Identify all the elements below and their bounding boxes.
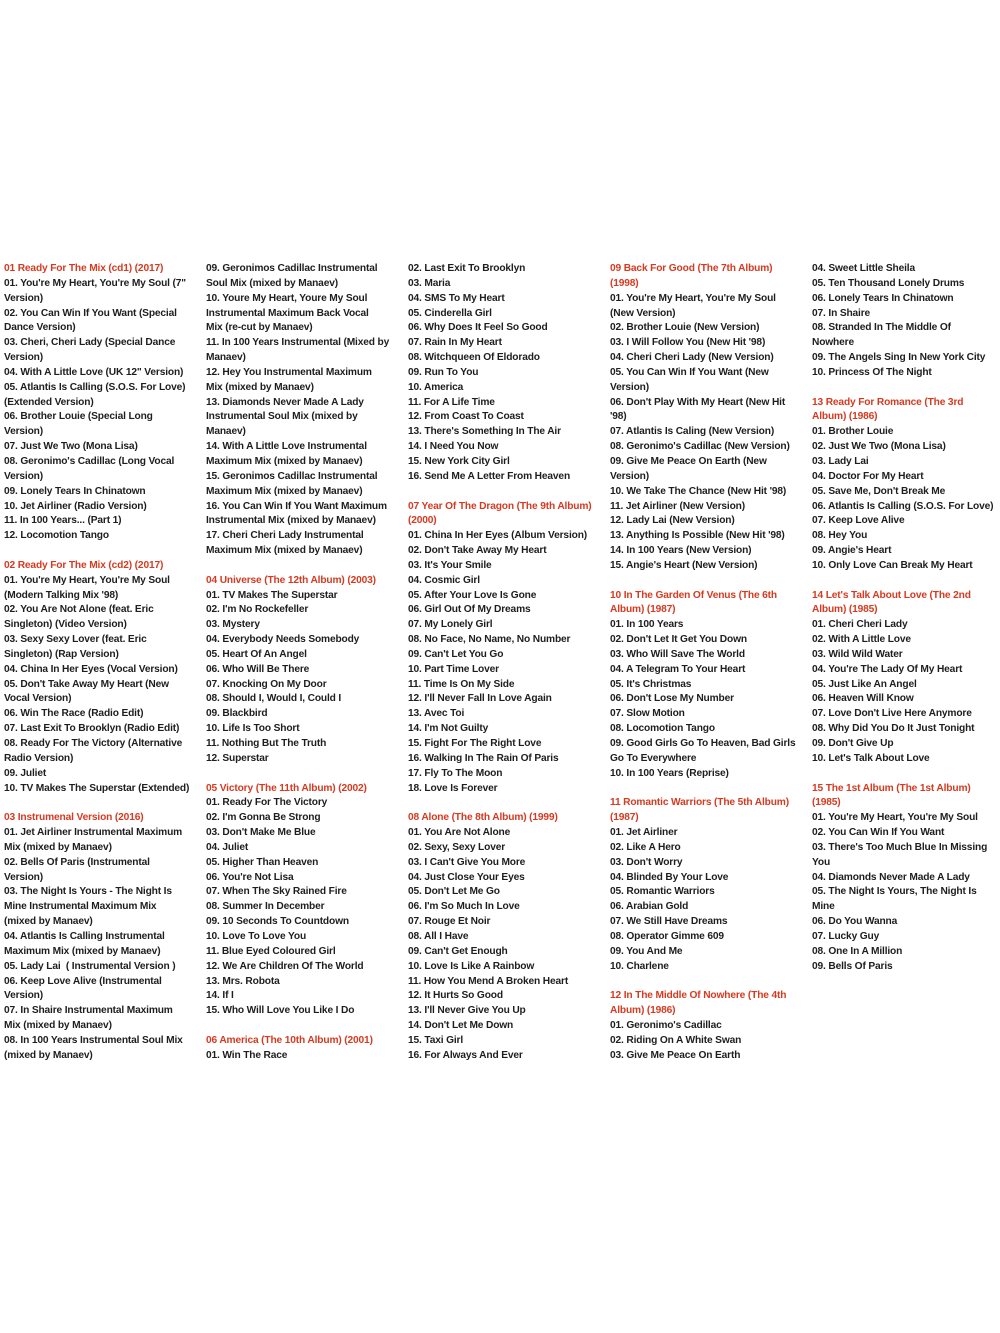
track-line: 08. Should I, Would I, Could I	[206, 693, 342, 705]
track-line: 12. Lady Lai (New Version)	[610, 515, 735, 527]
section-spacer	[4, 796, 200, 811]
track-line: 08. Ready For The Victory (Alternative	[4, 738, 183, 749]
track-line: 01. Jet Airliner	[610, 827, 678, 839]
album-heading: (1987)	[610, 812, 639, 824]
track-line: 07. Slow Motion	[610, 708, 685, 720]
track-line: 10. We Take The Chance (New Hit '98)	[610, 485, 787, 497]
track-line: 10. Charlene	[610, 960, 669, 972]
track-line: 05. Don't Let Me Go	[408, 886, 500, 898]
track-line: 07. Lucky Guy	[812, 930, 880, 942]
track-line: 12. From Coast To Coast	[408, 411, 524, 423]
track-line: 08. All I Have	[408, 930, 469, 942]
track-line: 06. Arabian Gold	[610, 901, 689, 913]
album-heading: (1998)	[610, 277, 639, 289]
track-line: 09. You And Me	[610, 945, 683, 957]
track-line: 18. Love Is Forever	[408, 782, 498, 794]
track-line: 01. You're My Heart, You're My Soul	[610, 292, 776, 304]
track-line: Instrumental Soul Mix (mixed by	[206, 411, 358, 423]
track-line: 09. The Angels Sing In New York City	[812, 352, 986, 364]
album-heading: (2000)	[408, 515, 437, 527]
track-line: 09. Angie's Heart	[812, 545, 892, 557]
track-line: 01. TV Makes The Superstar	[206, 589, 338, 601]
track-line: 09. Run To You	[408, 366, 479, 378]
track-line: Maximum Mix (mixed by Manaev)	[206, 485, 363, 497]
track-line: 03. The Night Is Yours - The Night Is	[4, 886, 172, 898]
track-line: 10. Only Love Can Break My Heart	[812, 559, 973, 571]
track-line: Singleton) (Video Version)	[4, 619, 127, 631]
section-spacer	[812, 767, 1000, 782]
track-line: 01. You're My Heart, You're My Soul (7"	[4, 277, 186, 289]
track-line: 02. Don't Let It Get You Down	[610, 634, 747, 646]
track-line: Maximum Mix (mixed by Manaev)	[206, 455, 363, 467]
track-line: 04. Diamonds Never Made A Lady	[812, 871, 970, 883]
track-line: Version)	[4, 470, 43, 482]
track-line: 14. Don't Let Me Down	[408, 1020, 514, 1032]
track-line: 11. Blue Eyed Coloured Girl	[206, 945, 336, 957]
section-spacer	[610, 782, 806, 797]
track-line: '98)	[610, 411, 627, 423]
track-line: 07. Atlantis Is Caling (New Version)	[610, 426, 775, 438]
track-line: 02. You Can Win If You Want (Special	[4, 307, 177, 319]
track-line: 12. We Are Children Of The World	[206, 960, 364, 972]
track-line: 09. Bells Of Paris	[812, 960, 893, 972]
track-line: 09. Juliet	[4, 767, 47, 779]
track-line: 07. When The Sky Rained Fire	[206, 886, 347, 898]
track-line: 10. In 100 Years (Reprise)	[610, 767, 729, 779]
album-heading: Album) (1986)	[610, 1005, 676, 1017]
section-spacer	[610, 574, 806, 589]
track-line: 01. You Are Not Alone	[408, 827, 511, 839]
track-line: 16. For Always And Ever	[408, 1049, 523, 1061]
track-line: 04. Cheri Cheri Lady (New Version)	[610, 352, 774, 364]
track-line: 06. I'm So Much In Love	[408, 901, 520, 913]
track-line: 04. With A Little Love (UK 12" Version)	[4, 366, 184, 378]
track-line: 10. Youre My Heart, Youre My Soul	[206, 292, 368, 304]
track-line: 06. Do You Wanna	[812, 916, 898, 928]
track-line: 06. Why Does It Feel So Good	[408, 322, 548, 334]
album-heading: 02 Ready For The Mix (cd2) (2017)	[4, 559, 164, 571]
track-line: 05. It's Christmas	[610, 678, 692, 690]
tracklist-column-4	[610, 262, 806, 1064]
track-line: Mix (mixed by Manaev)	[206, 381, 314, 393]
track-line: 08. Hey You	[812, 530, 868, 542]
track-line: 08. In 100 Years Instrumental Soul Mix	[4, 1034, 183, 1046]
track-line: Manaev)	[206, 426, 246, 438]
track-line: 07. We Still Have Dreams	[610, 916, 728, 928]
track-line: 02. I'm Gonna Be Strong	[206, 812, 321, 824]
track-line: 10. Jet Airliner (Radio Version)	[4, 500, 147, 512]
track-line: 04. China In Her Eyes (Vocal Version)	[4, 663, 178, 675]
album-heading: 07 Year Of The Dragon (The 9th Album)	[408, 500, 592, 512]
track-line: (Modern Talking Mix '98)	[4, 589, 119, 601]
track-line: 04. Cosmic Girl	[408, 574, 480, 586]
track-line: 14. In 100 Years (New Version)	[610, 545, 752, 557]
tracklist-column-2	[206, 262, 402, 1064]
album-heading: 01 Ready For The Mix (cd1) (2017)	[4, 263, 164, 274]
track-line: (Extended Version)	[4, 396, 94, 408]
track-line: 13. Avec Toi	[408, 708, 465, 720]
track-line: 06. Lonely Tears In Chinatown	[812, 292, 954, 304]
track-line: Version)	[4, 292, 43, 304]
track-line: 06. Don't Play With My Heart (New Hit	[610, 396, 786, 408]
track-line: 07. Knocking On My Door	[206, 678, 327, 690]
track-line: 01. Cheri Cheri Lady	[812, 619, 908, 631]
track-line: 06. Girl Out Of My Dreams	[408, 604, 531, 616]
track-line: Radio Version)	[4, 752, 74, 764]
track-line: 03. Don't Make Me Blue	[206, 827, 316, 839]
track-line: 05. Cinderella Girl	[408, 307, 492, 319]
track-line: 09. Good Girls Go To Heaven, Bad Girls	[610, 738, 796, 749]
track-line: Singleton) (Rap Version)	[4, 648, 119, 660]
track-line: 04. Atlantis Is Calling Instrumental	[4, 930, 165, 942]
track-line: (mixed by Manaev)	[4, 916, 93, 928]
track-line: 05. Romantic Warriors	[610, 886, 715, 898]
track-line: 08. Summer In December	[206, 901, 325, 913]
track-line: 04. You're The Lady Of My Heart	[812, 663, 963, 675]
track-line: 09. Give Me Peace On Earth (New	[610, 455, 767, 467]
track-line: Mix (mixed by Manaev)	[4, 1020, 112, 1032]
track-line: 12. I'll Never Fall In Love Again	[408, 693, 552, 705]
track-line: Go To Everywhere	[610, 752, 697, 764]
track-line: Version)	[4, 352, 43, 364]
album-heading: 12 In The Middle Of Nowhere (The 4th	[610, 990, 787, 1002]
track-line: 15. Who Will Love You Like I Do	[206, 1005, 355, 1017]
section-spacer	[812, 381, 1000, 396]
track-line: 13. There's Something In The Air	[408, 426, 561, 438]
track-line: 15. Geronimos Cadillac Instrumental	[206, 470, 378, 482]
album-heading: 09 Back For Good (The 7th Album)	[610, 263, 773, 274]
track-line: Instrumental Mix (mixed by Manaev)	[206, 515, 376, 527]
track-line: 06. Win The Race (Radio Edit)	[4, 708, 144, 720]
track-line: 05. The Night Is Yours, The Night Is	[812, 886, 977, 898]
track-line: Mix (mixed by Manaev)	[4, 841, 112, 853]
track-line: 02. Just We Two (Mona Lisa)	[812, 441, 946, 453]
album-heading: Album) (1985)	[812, 604, 878, 616]
album-heading: Album) (1986)	[812, 411, 878, 423]
track-line: 04. A Telegram To Your Heart	[610, 663, 746, 675]
track-line: 09. Don't Give Up	[812, 738, 894, 749]
track-line: 02. Sexy, Sexy Lover	[408, 841, 506, 853]
track-line: 05. Higher Than Heaven	[206, 856, 319, 868]
track-line: 09. 10 Seconds To Countdown	[206, 916, 349, 928]
track-line: 11. Jet Airliner (New Version)	[610, 500, 745, 512]
section-spacer	[610, 975, 806, 990]
track-line: 11. In 100 Years... (Part 1)	[4, 515, 122, 527]
track-line: 03. Who Will Save The World	[610, 648, 745, 660]
section-spacer	[206, 767, 402, 782]
album-heading: Album) (1987)	[610, 604, 676, 616]
track-line: 08. Locomotion Tango	[610, 723, 715, 735]
track-line: 06. Brother Louie (Special Long	[4, 411, 153, 423]
track-line: Maximum Mix (mixed by Manaev)	[206, 545, 363, 557]
track-line: Version)	[4, 426, 43, 438]
track-line: Version)	[610, 381, 649, 393]
track-line: 11. How You Mend A Broken Heart	[408, 975, 569, 987]
tracklist-column-1	[4, 262, 200, 1064]
track-line: 13. Mrs. Robota	[206, 975, 280, 987]
track-line: 07. Rouge Et Noir	[408, 916, 491, 928]
track-line: 02. With A Little Love	[812, 634, 911, 646]
track-line: (New Version)	[610, 307, 676, 319]
track-line: 10. Life Is Too Short	[206, 723, 300, 735]
album-heading: (1985)	[812, 797, 841, 809]
track-line: 04. Doctor For My Heart	[812, 470, 924, 482]
track-line: 02. Like A Hero	[610, 841, 681, 853]
track-line: Vocal Version)	[4, 693, 72, 705]
track-line: 01. You're My Heart, You're My Soul	[4, 574, 170, 586]
track-line: 07. In Shaire Instrumental Maximum	[4, 1005, 173, 1017]
track-line: 14. I Need You Now	[408, 441, 499, 453]
track-line: 12. Locomotion Tango	[4, 530, 109, 542]
track-line: 11. Nothing But The Truth	[206, 738, 327, 749]
track-line: 08. One In A Million	[812, 945, 903, 957]
track-line: 11. Time Is On My Side	[408, 678, 515, 690]
track-line: Version)	[4, 990, 43, 1002]
track-line: 10. America	[408, 381, 464, 393]
section-spacer	[408, 485, 604, 500]
track-line: 10. Love Is Like A Rainbow	[408, 960, 535, 972]
track-line: 04. Blinded By Your Love	[610, 871, 729, 883]
track-line: 03. I Can't Give You More	[408, 856, 526, 868]
track-line: 06. Keep Love Alive (Instrumental	[4, 975, 162, 987]
track-line: 07. Love Don't Live Here Anymore	[812, 708, 972, 720]
tracklist-column-3	[408, 262, 604, 1064]
track-line: 10. Let's Talk About Love	[812, 752, 930, 764]
track-line: 06. Who Will Be There	[206, 663, 310, 675]
track-line: 05. Save Me, Don't Break Me	[812, 485, 946, 497]
track-line: 03. It's Your Smile	[408, 559, 492, 571]
track-line: 05. You Can Win If You Want (New	[610, 366, 769, 378]
section-spacer	[812, 574, 1000, 589]
track-line: Instrumental Maximum Back Vocal	[206, 307, 369, 319]
track-line: 10. TV Makes The Superstar (Extended)	[4, 782, 190, 794]
track-line: 04. Just Close Your Eyes	[408, 871, 525, 883]
track-line: Dance Version)	[4, 322, 76, 334]
track-line: 02. Brother Louie (New Version)	[610, 322, 760, 334]
track-line: 03. Wild Wild Water	[812, 648, 903, 660]
track-line: 05. Just Like An Angel	[812, 678, 917, 690]
track-line: 06. Don't Lose My Number	[610, 693, 734, 705]
track-line: 09. Can't Get Enough	[408, 945, 508, 957]
track-line: 01. Jet Airliner Instrumental Maximum	[4, 827, 183, 839]
track-line: 16. Walking In The Rain Of Paris	[408, 752, 559, 764]
track-line: 05. Ten Thousand Lonely Drums	[812, 277, 965, 289]
album-heading: 06 America (The 10th Album) (2001)	[206, 1034, 373, 1046]
track-line: 01. Geronimo's Cadillac	[610, 1020, 722, 1032]
track-line: Mine	[812, 901, 835, 913]
section-spacer	[408, 796, 604, 811]
track-line: 09. Lonely Tears In Chinatown	[4, 485, 146, 497]
track-line: 09. Can't Let You Go	[408, 648, 504, 660]
track-line: 01. Win The Race	[206, 1049, 288, 1061]
track-line: 09. Geronimos Cadillac Instrumental	[206, 263, 378, 274]
track-line: 03. Mystery	[206, 619, 260, 631]
track-line: 04. Everybody Needs Somebody	[206, 634, 360, 646]
track-line: 16. You Can Win If You Want Maximum	[206, 500, 387, 512]
track-line: 10. Part Time Lover	[408, 663, 499, 675]
track-line: You	[812, 856, 831, 868]
track-line: 03. Give Me Peace On Earth	[610, 1049, 741, 1061]
track-line: 08. Geronimo's Cadillac (Long Vocal	[4, 455, 175, 467]
track-line: 08. Witchqueen Of Eldorado	[408, 352, 540, 364]
track-line: 14. If I	[206, 990, 234, 1002]
track-line: 07. My Lonely Girl	[408, 619, 493, 631]
track-line: 01. You're My Heart, You're My Soul	[812, 812, 978, 824]
track-line: 08. Why Did You Do It Just Tonight	[812, 723, 975, 735]
track-line: 05. Don't Take Away My Heart (New	[4, 678, 169, 690]
track-line: 13. I'll Never Give You Up	[408, 1005, 526, 1017]
track-line: 10. Princess Of The Night	[812, 366, 932, 378]
track-line: 15. Fight For The Right Love	[408, 738, 542, 749]
track-line: 15. New York City Girl	[408, 455, 510, 467]
track-line: 11. In 100 Years Instrumental (Mixed by	[206, 337, 390, 349]
track-line: 06. You're Not Lisa	[206, 871, 294, 883]
track-line: 14. I'm Not Guilty	[408, 723, 489, 735]
track-line: 12. Hey You Instrumental Maximum	[206, 366, 372, 378]
track-line: 12. Superstar	[206, 752, 269, 764]
track-line: 05. Lady Lai ( Instrumental Version )	[4, 960, 176, 972]
track-line: Nowhere	[812, 337, 854, 349]
track-line: Version)	[4, 871, 43, 883]
track-line: 02. Last Exit To Brooklyn	[408, 263, 526, 274]
track-line: 04. Sweet Little Sheila	[812, 263, 915, 274]
track-line: 08. Stranded In The Middle Of	[812, 322, 951, 334]
track-line: 05. Heart Of An Angel	[206, 648, 307, 660]
album-heading: 08 Alone (The 8th Album) (1999)	[408, 812, 558, 824]
track-line: 06. Atlantis Is Calling (S.O.S. For Love)	[812, 500, 994, 512]
track-line: 05. After Your Love Is Gone	[408, 589, 537, 601]
track-line: 07. Just We Two (Mona Lisa)	[4, 441, 138, 453]
track-line: 17. Fly To The Moon	[408, 767, 503, 779]
track-line: 04. SMS To My Heart	[408, 292, 505, 304]
album-heading: 15 The 1st Album (The 1st Album)	[812, 782, 971, 794]
track-line: 03. There's Too Much Blue In Missing	[812, 841, 988, 853]
track-line: 02. Don't Take Away My Heart	[408, 545, 547, 557]
track-line: 03. Maria	[408, 277, 451, 289]
track-line: 02. I'm No Rockefeller	[206, 604, 309, 616]
track-line: 17. Cheri Cheri Lady Instrumental	[206, 530, 364, 542]
track-line: 08. No Face, No Name, No Number	[408, 634, 571, 646]
track-line: 13. Anything Is Possible (New Hit '98)	[610, 530, 785, 542]
album-heading: 14 Let's Talk About Love (The 2nd	[812, 589, 971, 601]
track-line: 03. Lady Lai	[812, 455, 869, 467]
track-line: 09. Blackbird	[206, 708, 268, 720]
track-line: 01. In 100 Years	[610, 619, 684, 631]
track-line: 04. Juliet	[206, 841, 249, 853]
track-line: 01. Ready For The Victory	[206, 797, 328, 809]
album-heading: 04 Universe (The 12th Album) (2003)	[206, 574, 376, 586]
section-spacer	[4, 544, 200, 559]
tracklist-sheet	[0, 262, 1000, 1077]
track-line: 07. Rain In My Heart	[408, 337, 502, 349]
track-line: 03. I Will Follow You (New Hit '98)	[610, 337, 766, 349]
track-line: Version)	[610, 470, 649, 482]
album-heading: 13 Ready For Romance (The 3rd	[812, 396, 964, 408]
track-line: Manaev)	[206, 352, 246, 364]
track-line: 02. Bells Of Paris (Instrumental	[4, 856, 150, 868]
track-line: 15. Angie's Heart (New Version)	[610, 559, 758, 571]
track-line: 15. Taxi Girl	[408, 1034, 464, 1046]
tracklist-column-5	[812, 262, 1000, 975]
track-line: 10. Love To Love You	[206, 930, 307, 942]
track-line: 08. Operator Gimme 609	[610, 930, 724, 942]
track-line: 08. Geronimo's Cadillac (New Version)	[610, 441, 790, 453]
track-line: 06. Heaven Will Know	[812, 693, 914, 705]
track-line: 16. Send Me A Letter From Heaven	[408, 470, 571, 482]
track-line: 13. Diamonds Never Made A Lady	[206, 396, 364, 408]
track-line: (mixed by Manaev)	[4, 1049, 93, 1061]
section-spacer	[206, 1019, 402, 1034]
album-heading: 10 In The Garden Of Venus (The 6th	[610, 589, 777, 601]
track-line: 07. In Shaire	[812, 307, 871, 319]
track-line: 07. Keep Love Alive	[812, 515, 905, 527]
track-line: 03. Sexy Sexy Lover (feat. Eric	[4, 634, 147, 646]
track-line: 14. With A Little Love Instrumental	[206, 441, 367, 453]
track-line: 03. Don't Worry	[610, 856, 683, 868]
album-heading: 05 Victory (The 11th Album) (2002)	[206, 782, 367, 794]
track-line: 01. China In Her Eyes (Album Version)	[408, 530, 588, 542]
album-heading: 11 Romantic Warriors (The 5th Album)	[610, 797, 789, 809]
track-line: Soul Mix (mixed by Manaev)	[206, 277, 338, 289]
section-spacer	[206, 559, 402, 574]
track-line: 02. You Are Not Alone (feat. Eric	[4, 604, 154, 616]
track-line: 07. Last Exit To Brooklyn (Radio Edit)	[4, 723, 180, 735]
track-line: Maximum Mix (mixed by Manaev)	[4, 945, 161, 957]
track-line: 03. Cheri, Cheri Lady (Special Dance	[4, 337, 176, 349]
track-line: 01. Brother Louie	[812, 426, 894, 438]
track-line: 02. You Can Win If You Want	[812, 827, 945, 839]
track-line: Mix (re-cut by Manaev)	[206, 322, 313, 334]
album-heading: 03 Instrumenal Version (2016)	[4, 812, 144, 824]
track-line: 05. Atlantis Is Calling (S.O.S. For Love)	[4, 381, 186, 393]
track-line: 11. For A Life Time	[408, 396, 495, 408]
track-line: Mine Instrumental Maximum Mix	[4, 901, 157, 913]
track-line: 02. Riding On A White Swan	[610, 1034, 742, 1046]
track-line: 12. It Hurts So Good	[408, 990, 503, 1002]
